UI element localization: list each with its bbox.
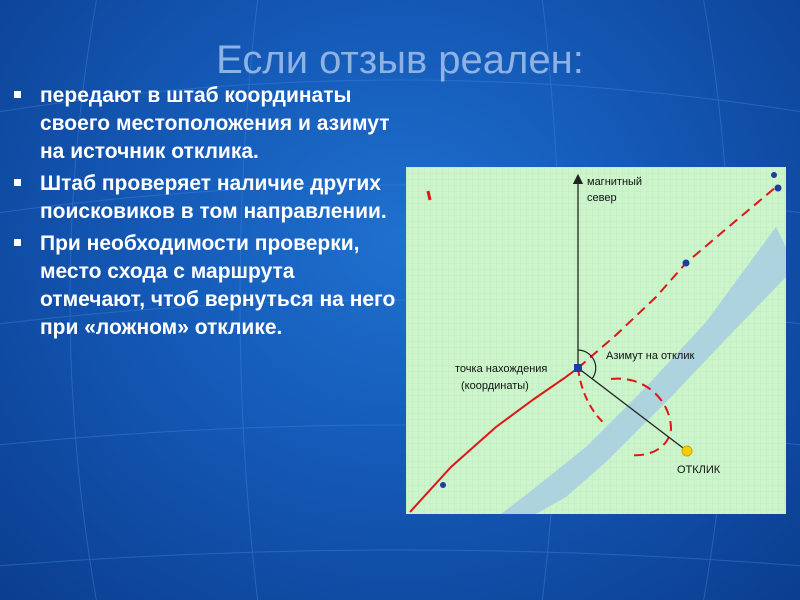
- north-label-line1: магнитный: [587, 176, 643, 188]
- bullet-list: [6, 82, 401, 346]
- diagram-canvas: [406, 167, 786, 514]
- bullet-item: [6, 230, 401, 342]
- slide-title: Если отзыв реален:: [216, 38, 584, 82]
- route-marker: [440, 482, 446, 488]
- route-marker: [683, 260, 690, 267]
- bullet-text: Штаб проверяет наличие других поисковиков в том направлении.: [40, 172, 387, 223]
- route-start-mark: [428, 191, 430, 200]
- route-marker: [775, 185, 782, 192]
- north-label-line2: север: [587, 192, 617, 204]
- bullet-item: [6, 170, 401, 226]
- bullet-square-icon: [14, 179, 21, 186]
- location-label-line1: точка нахождения: [455, 363, 548, 375]
- azimuth-label: Азимут на отклик: [606, 350, 695, 362]
- response-point: [682, 446, 692, 456]
- bullet-item: [6, 82, 401, 166]
- bullet-text: передают в штаб координаты своего местоположения и азимут на источник отклика.: [40, 84, 390, 163]
- response-label: ОТКЛИК: [677, 464, 721, 476]
- location-point: [574, 364, 582, 372]
- route-marker: [771, 172, 777, 178]
- search-diagram: [406, 167, 786, 514]
- location-label-line2: (координаты): [461, 380, 529, 392]
- bullet-square-icon: [14, 239, 21, 246]
- bullet-text: При необходимости проверки, место схода с маршрута отмечают, чтоб вернуться на него при «ложном» отклике.: [40, 232, 396, 339]
- bullet-square-icon: [14, 91, 21, 98]
